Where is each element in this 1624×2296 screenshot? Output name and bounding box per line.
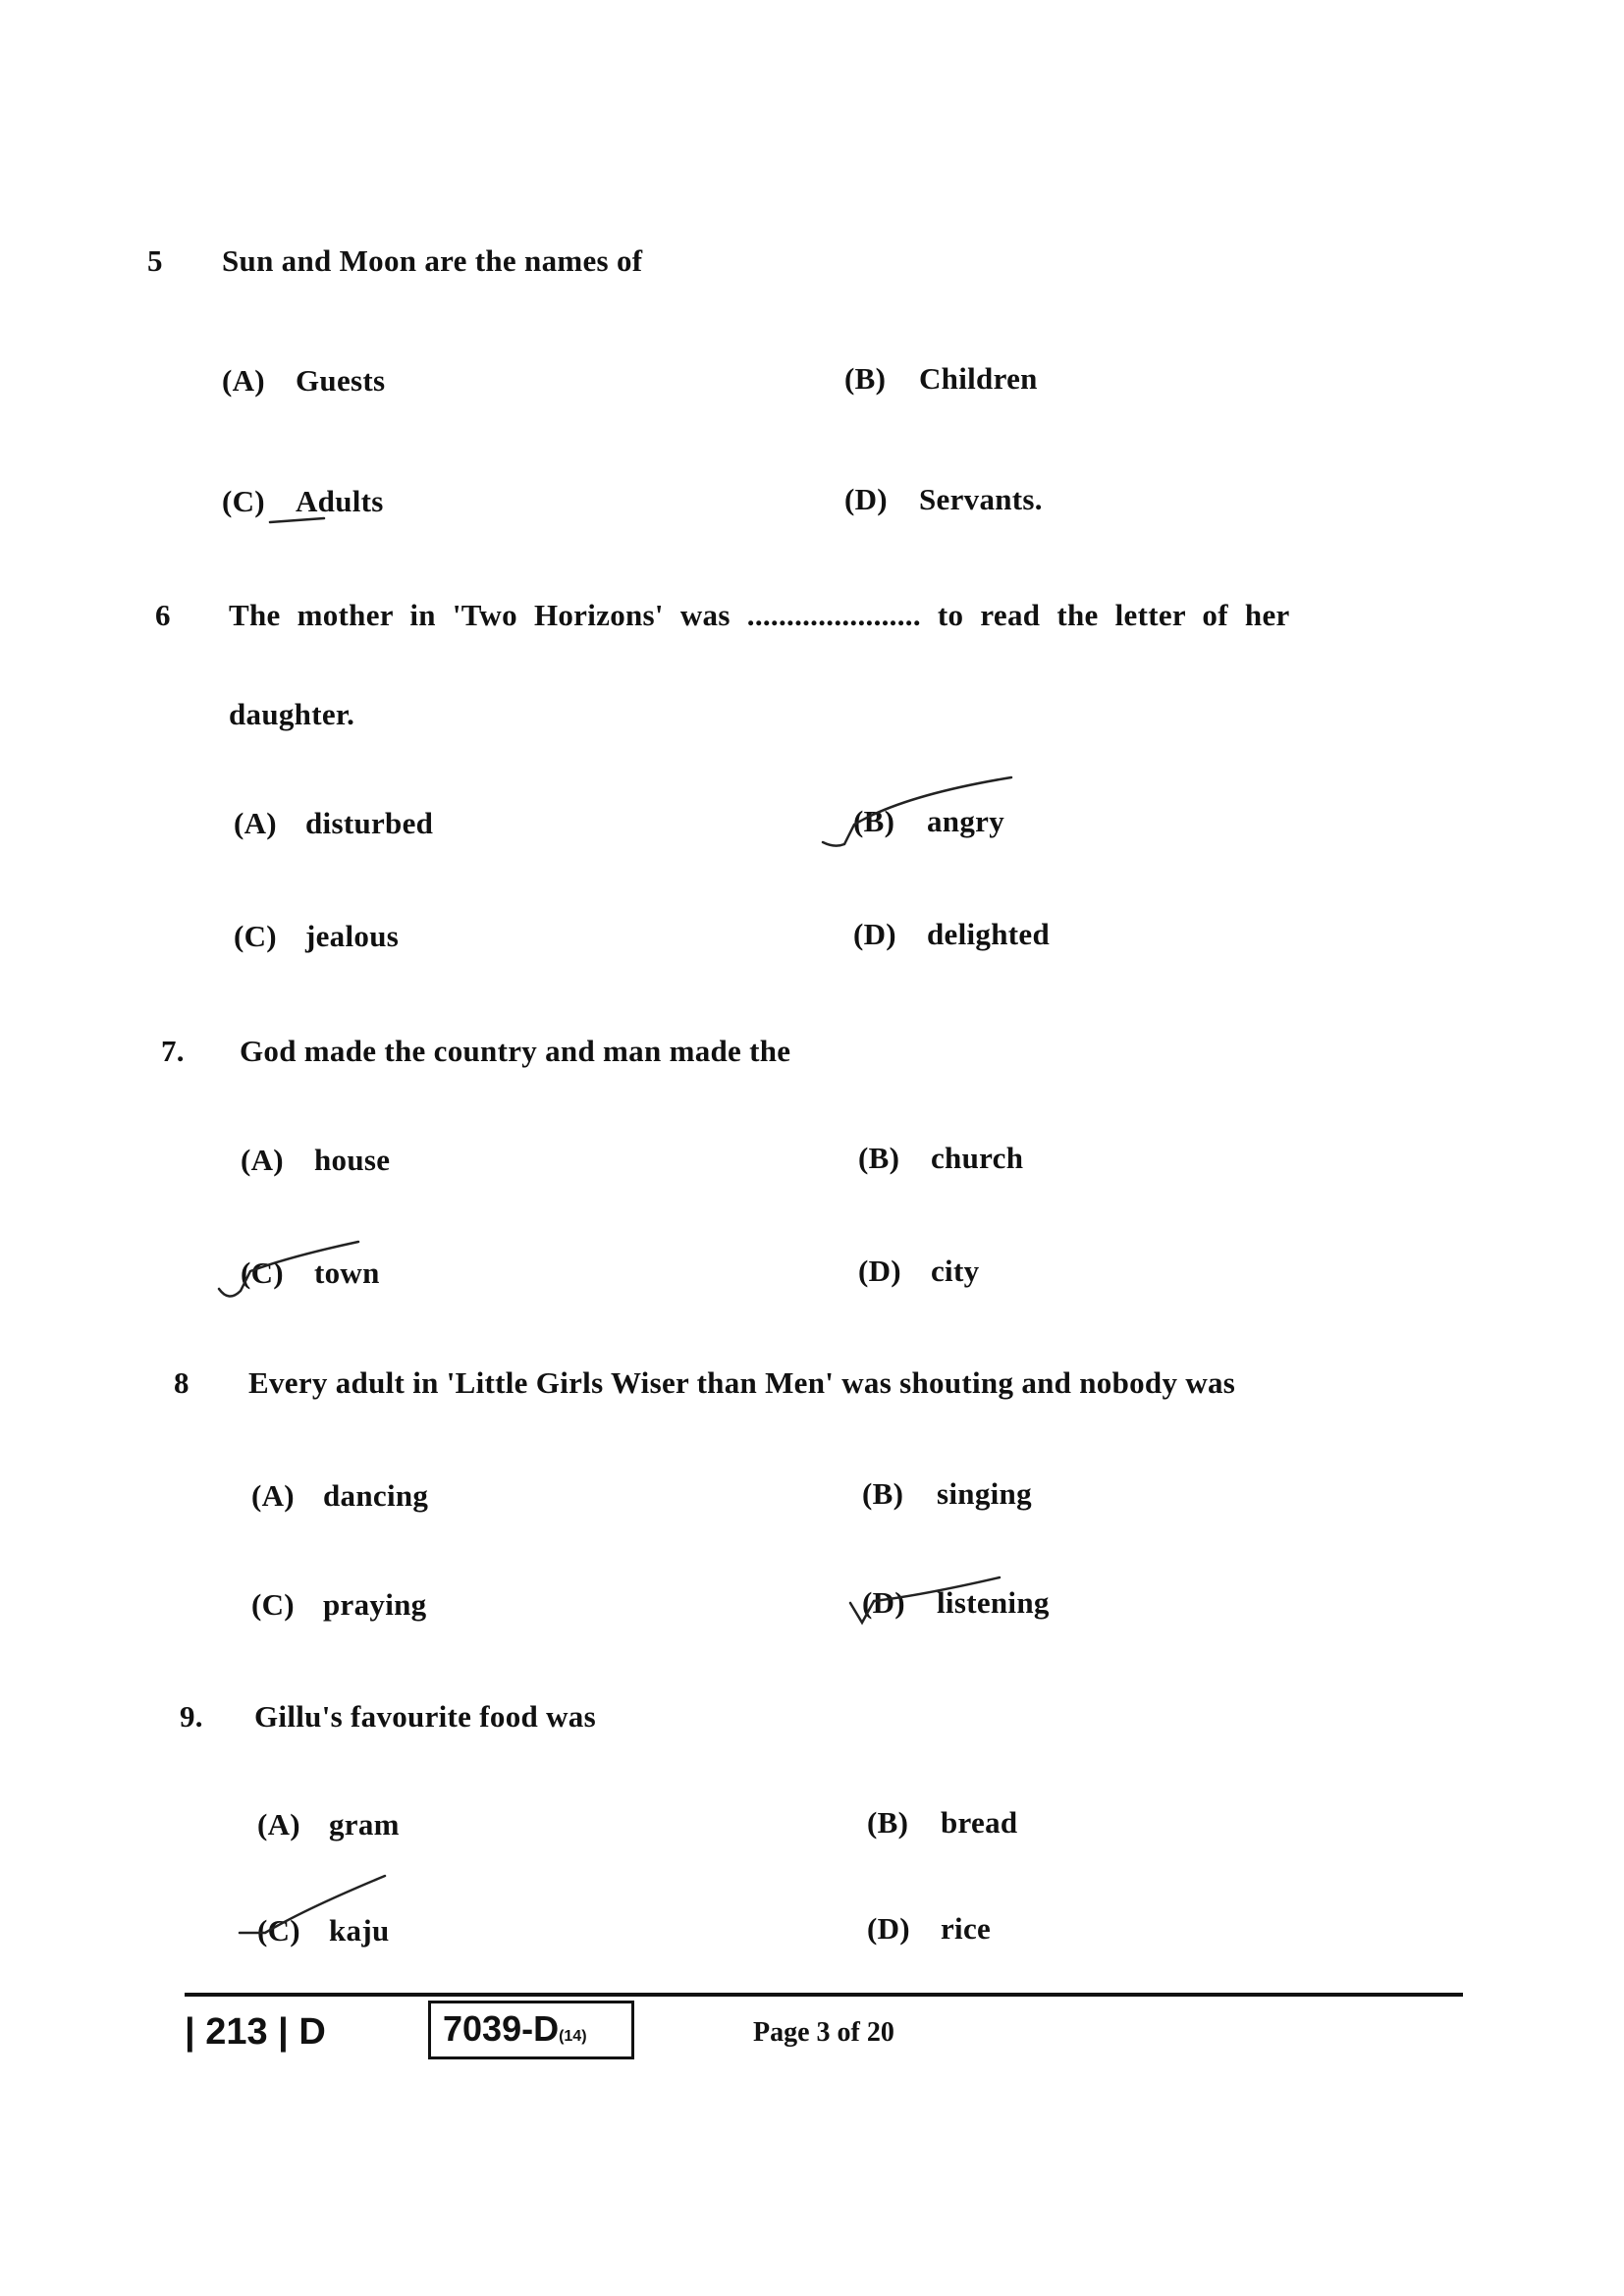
q5-option-d-label: (D) [844,482,888,516]
q9-option-c-text: kaju [329,1913,390,1948]
q9-option-b-label: (B) [867,1805,909,1840]
q6-option-c-label: (C) [234,919,277,953]
question-7-number: 7. [161,1034,185,1068]
q6-option-a-text: disturbed [305,806,434,840]
q8-option-b-text: singing [937,1476,1032,1511]
question-8-text: Every adult in 'Little Girls Wiser than Men' was shouting and nobody was [248,1365,1236,1400]
q8-option-c-text: praying [323,1587,427,1622]
question-5-number: 5 [147,243,163,278]
footer-page-number: Page 3 of 20 [753,2017,894,2048]
q5-option-c-label: (C) [222,484,265,518]
q6-option-b-label: (B) [853,804,895,838]
question-6-number: 6 [155,598,171,632]
q5-option-b-label: (B) [844,361,887,396]
q8-option-a-text: dancing [323,1478,429,1513]
q5-option-c-text: Adults [296,484,384,518]
q6-option-a-label: (A) [234,806,277,840]
q5-option-b-text: Children [919,361,1038,396]
q9-option-d-text: rice [941,1911,992,1946]
q8-option-d-text: listening [937,1585,1050,1620]
q5-option-d-text: Servants. [919,482,1043,516]
q7-option-b-text: church [931,1141,1024,1175]
booklet-code-text: 7039-D [443,2008,560,2049]
q8-option-d-label: (D) [862,1585,905,1620]
q6-option-d-text: delighted [927,917,1050,951]
q7-option-d-label: (D) [858,1254,901,1288]
q7-option-d-text: city [931,1254,980,1288]
q9-option-b-text: bread [941,1805,1018,1840]
q9-option-c-label: (C) [257,1913,300,1948]
question-7-text: God made the country and man made the [240,1034,791,1068]
q6-option-c-text: jealous [305,919,400,953]
booklet-code-sub: (14) [559,2028,587,2045]
q8-option-a-label: (A) [251,1478,295,1513]
q5-option-a-label: (A) [222,363,265,398]
q8-option-b-label: (B) [862,1476,904,1511]
q9-option-d-label: (D) [867,1911,910,1946]
q7-option-a-text: house [314,1143,391,1177]
footer-paper-code: | 213 | D [185,2011,326,2053]
q9-option-a-label: (A) [257,1807,300,1842]
q9-option-a-text: gram [329,1807,400,1842]
q7-option-b-label: (B) [858,1141,900,1175]
q7-option-c-label: (C) [241,1255,284,1290]
question-6-text-line2: daughter. [229,697,355,731]
footer-booklet-code [428,2001,634,2059]
footer-rule [185,1993,1463,1997]
question-8-number: 8 [174,1365,189,1400]
question-9-number: 9. [180,1699,203,1734]
q6-option-d-label: (D) [853,917,896,951]
q7-option-a-label: (A) [241,1143,284,1177]
question-5-text: Sun and Moon are the names of [222,243,643,278]
q8-option-c-label: (C) [251,1587,295,1622]
question-9-text: Gillu's favourite food was [254,1699,596,1734]
question-6-text: The mother in 'Two Horizons' was ...................... to read the letter of her [229,598,1290,632]
q5-option-a-text: Guests [296,363,386,398]
q6-option-b-text: angry [927,804,1004,838]
q7-option-c-text: town [314,1255,380,1290]
